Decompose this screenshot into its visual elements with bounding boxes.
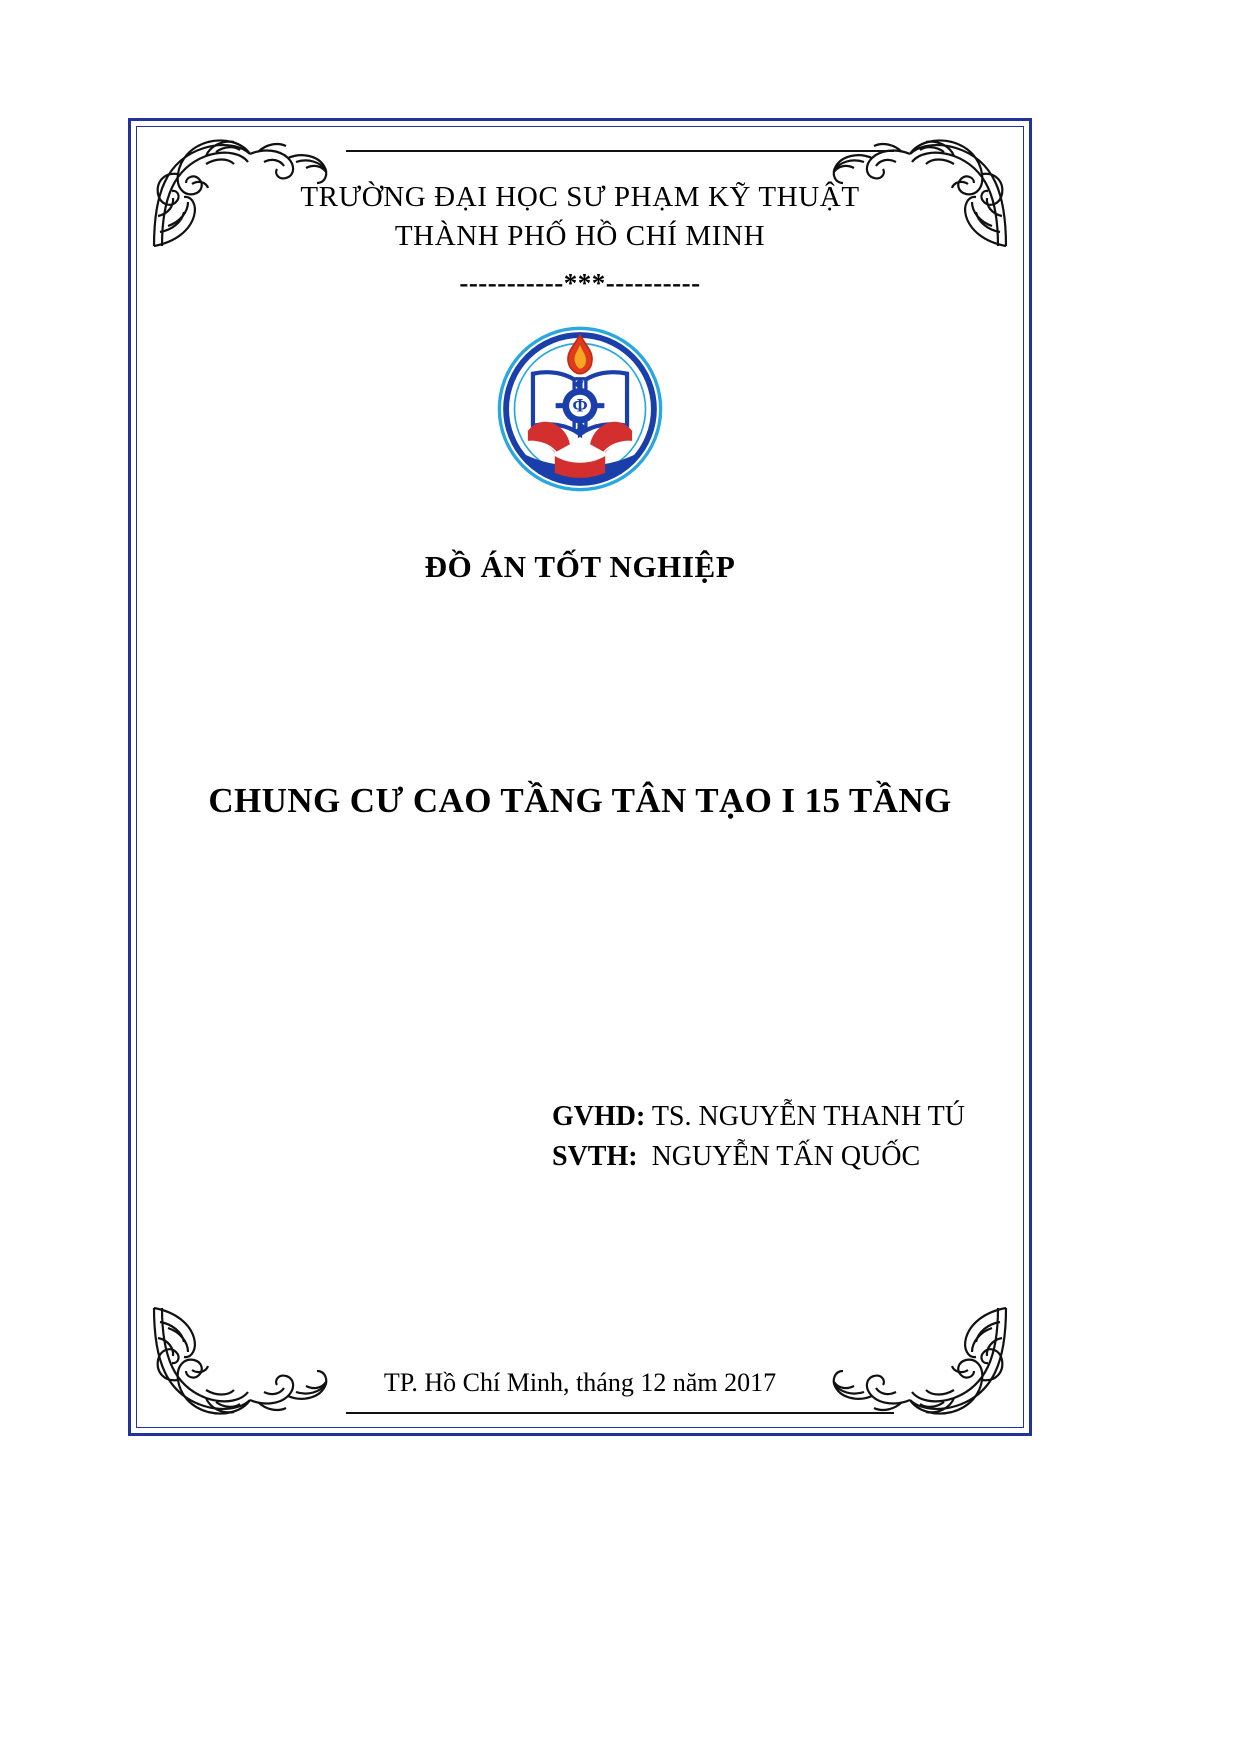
advisor-row — [552, 1097, 1000, 1137]
logo-container — [160, 325, 1000, 493]
divider-stars: -----------***---------- — [459, 268, 701, 299]
hcmute-logo-icon — [496, 325, 664, 493]
student-label: SVTH: — [552, 1141, 638, 1173]
advisor-name: TS. NGUYỄN THANH TÚ — [645, 1101, 966, 1133]
people-block — [160, 1097, 1000, 1177]
footer-place-date: TP. Hồ Chí Minh, tháng 12 năm 2017 — [383, 1368, 777, 1397]
project-title: CHUNG CƯ CAO TẦNG TÂN TẠO I 15 TẦNG — [208, 781, 952, 821]
student-name: NGUYỄN TẤN QUỐC — [637, 1141, 921, 1173]
svg-text:Φ: Φ — [572, 395, 588, 416]
university-name-line-1: TRƯỜNG ĐẠI HỌC SƯ PHẠM KỸ THUẬT — [300, 181, 860, 213]
university-name-line-2: THÀNH PHỐ HỒ CHÍ MINH — [394, 220, 766, 253]
advisor-label: GVHD: — [552, 1101, 646, 1133]
cover-content — [160, 150, 1000, 1420]
student-row — [552, 1137, 1000, 1177]
document-type-title: ĐỒ ÁN TỐT NGHIỆP — [424, 549, 736, 585]
